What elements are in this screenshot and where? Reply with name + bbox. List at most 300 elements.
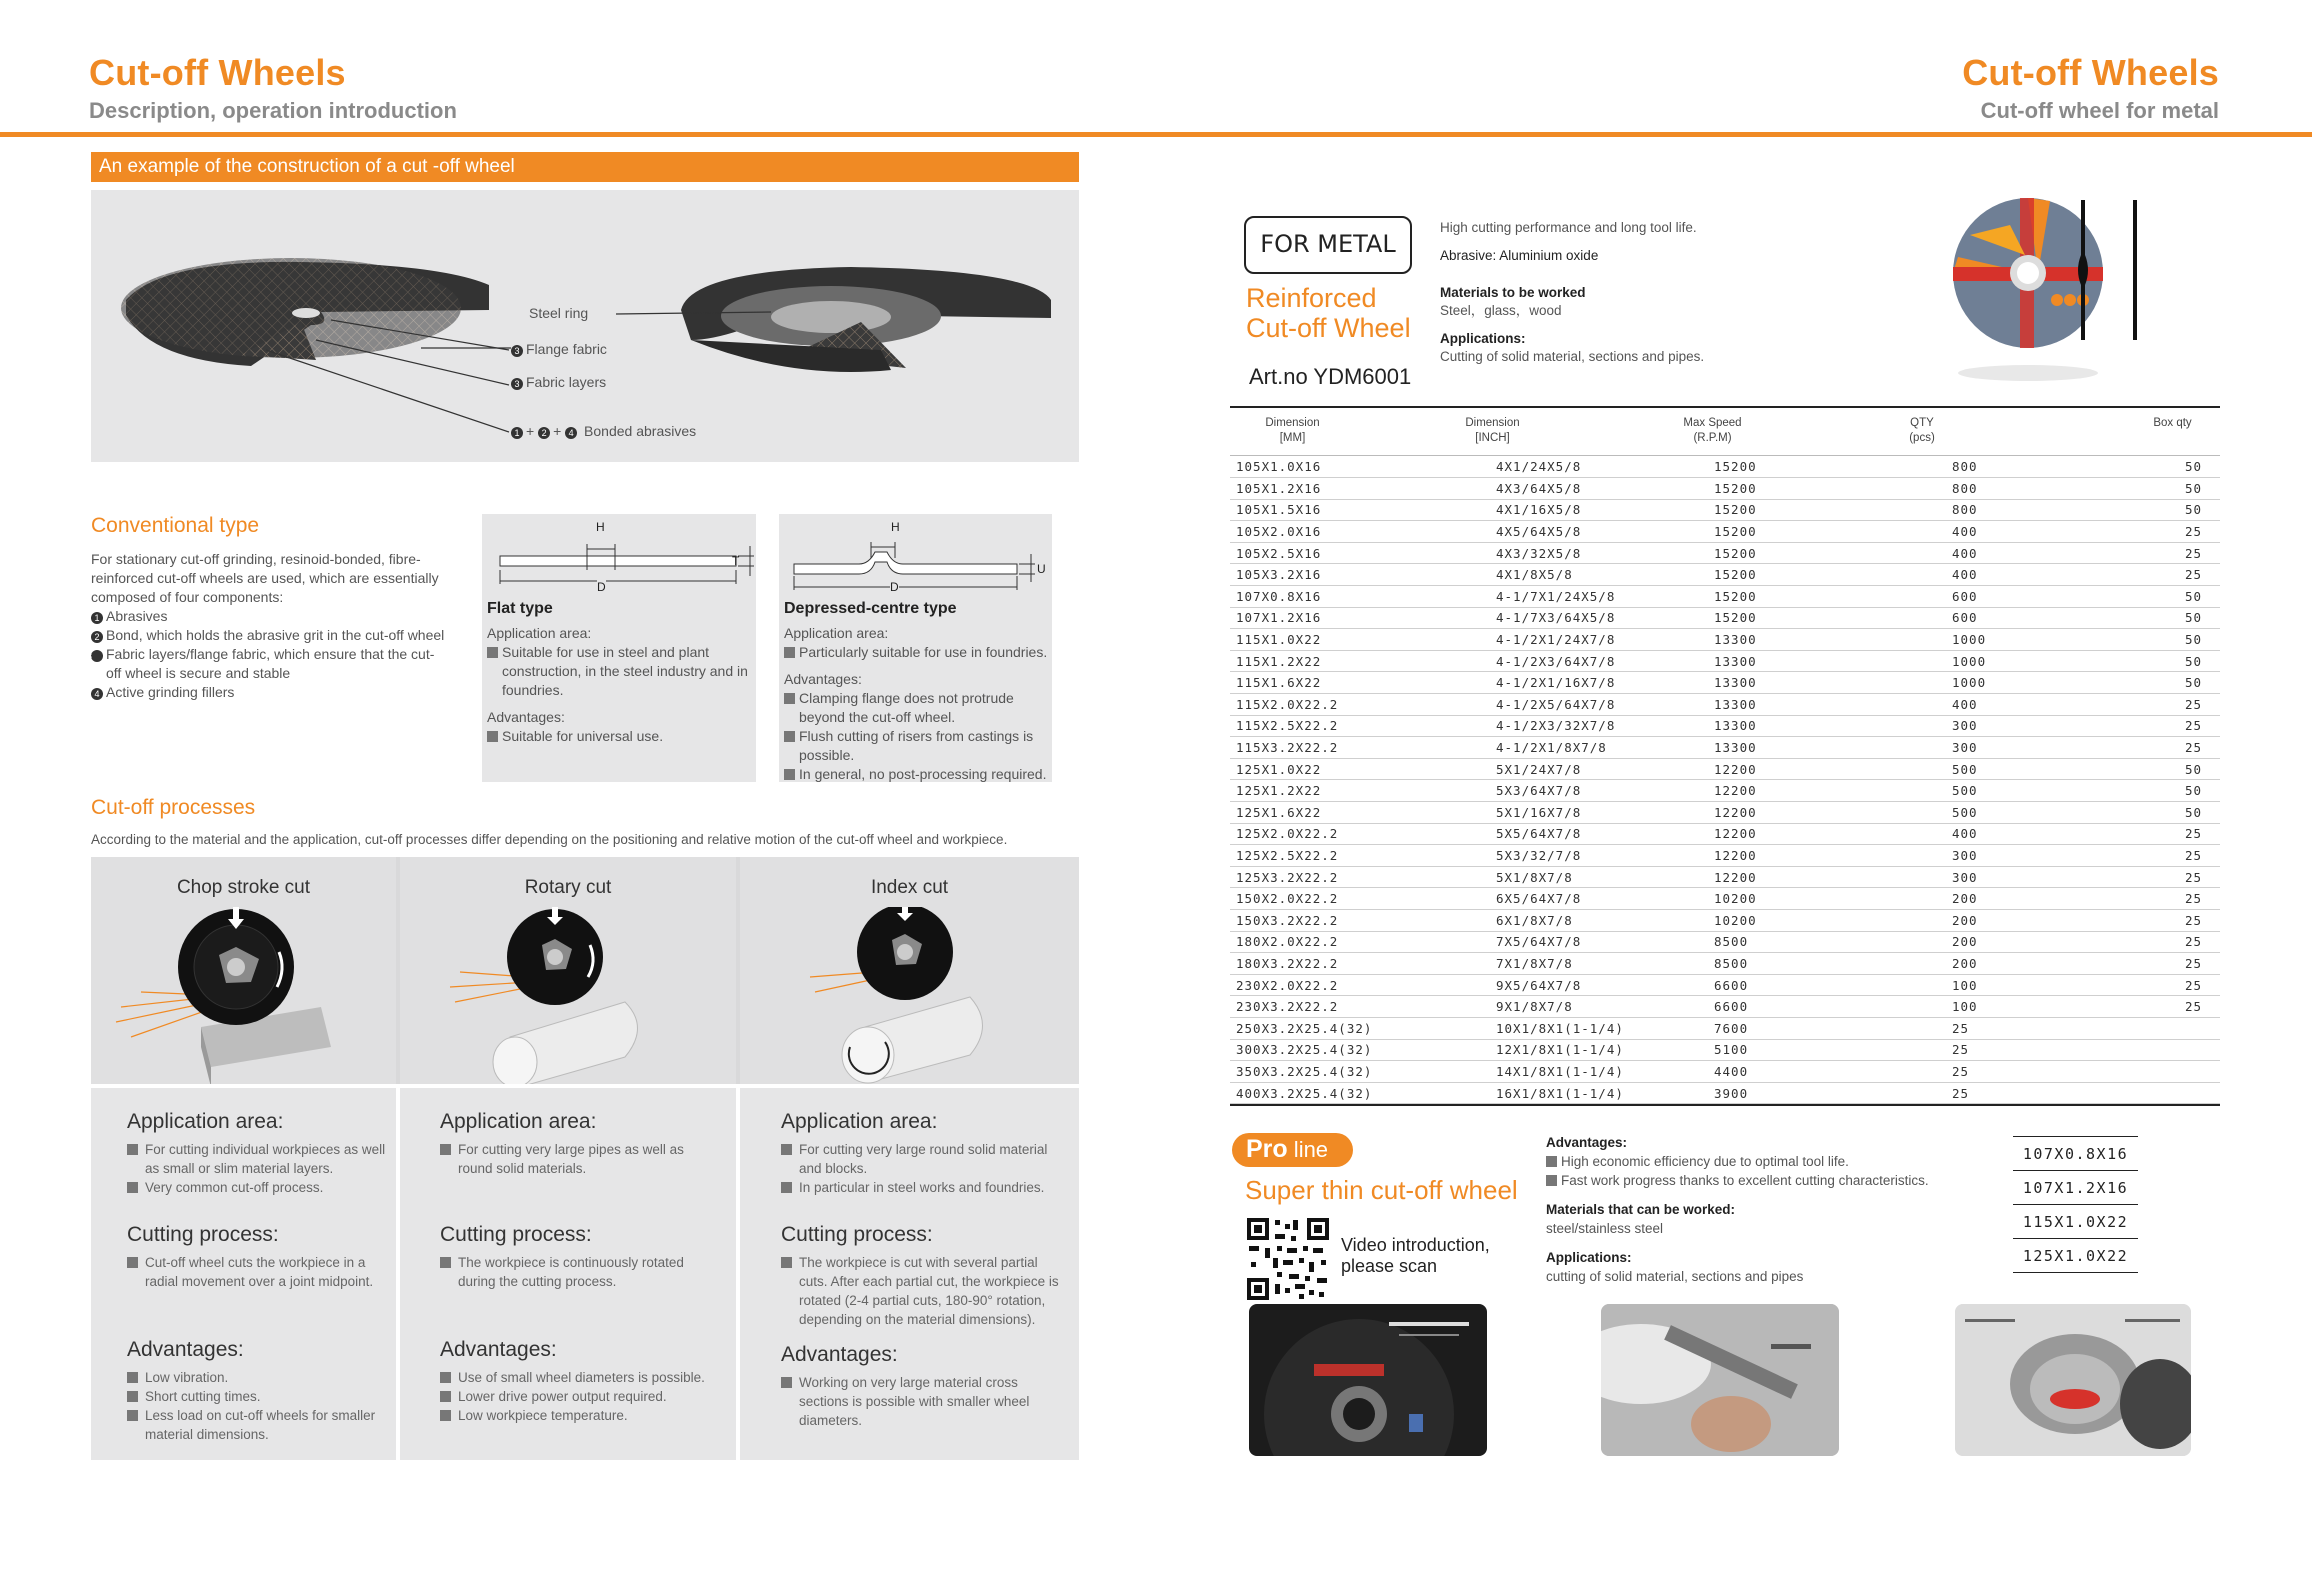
index-cut-item: [781, 1253, 1061, 1329]
index-app-item: [781, 1178, 1061, 1197]
col-header-box: [2135, 416, 2210, 431]
table-cell: 8500: [1706, 953, 1938, 975]
chop-adv-item: [127, 1387, 389, 1406]
rotary-app-item: [440, 1140, 710, 1178]
table-cell: 5X1/8X7/8: [1478, 866, 1706, 888]
table-row: [1230, 607, 2220, 629]
table-cell: 4X5/64X5/8: [1478, 521, 1706, 543]
rotary-adv-item-text: Use of small wheel diameters is possible.: [458, 1370, 705, 1385]
flat-app-item: [487, 643, 753, 700]
chop-details: [127, 1110, 389, 1444]
depressed-app-label: Application area:: [784, 625, 889, 641]
table-cell: 12200: [1706, 845, 1938, 867]
table-cell: 50: [2138, 629, 2220, 651]
table-cell: 25: [2138, 521, 2220, 543]
table-row: [1230, 694, 2220, 716]
scan-text: Video introduction, please scan: [1341, 1235, 1490, 1276]
table-cell: 50: [2138, 780, 2220, 802]
table-cell: 105X2.5X16: [1230, 542, 1478, 564]
item-number: 1: [91, 612, 103, 624]
header-line2: (pcs): [1909, 432, 1935, 444]
table-cell: 50: [2138, 802, 2220, 824]
proline-applications-label: Applications:: [1546, 1250, 1632, 1265]
table-cell: 6X5/64X7/8: [1478, 888, 1706, 910]
chop-app-item: [127, 1178, 389, 1197]
table-row: [1230, 1061, 2220, 1083]
table-cell: 13300: [1706, 650, 1938, 672]
art-no: Art.no YDM6001: [1249, 364, 1412, 389]
table-cell: 10X1/8X1(1-1/4): [1478, 1017, 1706, 1039]
table-cell: 12X1/8X1(1-1/4): [1478, 1039, 1706, 1061]
index-adv-item-text: Working on very large material cross sections is possible with smaller wheel diameters.: [799, 1375, 1030, 1428]
table-cell: 13300: [1706, 629, 1938, 651]
label-bonded-abrasives-text: Bonded abrasives: [584, 423, 697, 439]
flat-app-label: Application area:: [487, 625, 592, 641]
table-cell: 4-1/2X1/16X7/8: [1478, 672, 1706, 694]
depressed-adv-item-text: Clamping flange does not protrude beyond the cut-off wheel.: [799, 690, 1014, 725]
table-cell: 4-1/2X1/24X7/8: [1478, 629, 1706, 651]
rotary-adv-item: [440, 1387, 710, 1406]
table-cell: 115X1.6X22: [1230, 672, 1478, 694]
table-cell: 50: [2138, 456, 2220, 478]
chop-cut-item: [127, 1253, 389, 1291]
header-line1: Dimension: [1465, 417, 1520, 429]
packaging-photo: [1955, 1304, 2191, 1456]
table-cell: 6600: [1706, 974, 1938, 996]
table-cell: 25: [2138, 564, 2220, 586]
table-cell: 125X2.0X22.2: [1230, 823, 1478, 845]
table-cell: 300X3.2X25.4(32): [1230, 1039, 1478, 1061]
table-cell: 500: [1938, 802, 2138, 824]
table-cell: 12200: [1706, 780, 1938, 802]
table-cell: 107X1.2X16: [1230, 607, 1478, 629]
item-text: Bond, which holds the abrasive grit in the cut-off wheel: [106, 627, 445, 643]
table-cell: 230X2.0X22.2: [1230, 974, 1478, 996]
marker-plus-1: +: [526, 423, 535, 439]
table-cell: 15200: [1706, 478, 1938, 500]
product-name-line2: Cut-off Wheel: [1246, 313, 1411, 343]
table-cell: 50: [2138, 607, 2220, 629]
label-fabric-layers: [511, 373, 606, 392]
product-wheel-image: [1950, 195, 2180, 385]
depressed-app-item: [784, 643, 1050, 662]
table-cell: 8500: [1706, 931, 1938, 953]
table-cell: 7X5/64X7/8: [1478, 931, 1706, 953]
left-page-subtitle: Description, operation introduction: [89, 98, 457, 123]
table-row: [1230, 996, 2220, 1018]
table-cell: 1000: [1938, 629, 2138, 651]
materials-label: Materials to be worked: [1440, 285, 1586, 300]
rotary-app-label: Application area:: [440, 1110, 597, 1133]
index-adv-item: [781, 1373, 1061, 1430]
col-header-speed: [1650, 416, 1775, 446]
proline-applications-value: cutting of solid material, sections and pipes: [1546, 1269, 1804, 1284]
table-cell: 10200: [1706, 888, 1938, 910]
table-cell: 7X1/8X7/8: [1478, 953, 1706, 975]
size-item: 107X0.8X16: [2013, 1136, 2138, 1171]
table-cell: 50: [2138, 758, 2220, 780]
item-number: 3: [91, 650, 103, 662]
flat-adv-item-text: Suitable for universal use.: [502, 728, 664, 744]
table-cell: 13300: [1706, 737, 1938, 759]
chop-panel: [91, 857, 396, 1084]
flat-type-text: [487, 600, 753, 746]
flat-type-panel: [482, 514, 756, 782]
rotary-cut-label: Cutting process:: [440, 1223, 592, 1246]
table-cell: 230X3.2X22.2: [1230, 996, 1478, 1018]
product-name: [1246, 283, 1411, 343]
flat-type-title: Flat type: [487, 600, 553, 617]
index-app-item-text: For cutting very large round solid material and blocks.: [799, 1142, 1048, 1176]
table-cell: 15200: [1706, 542, 1938, 564]
table-cell: 25: [1938, 1082, 2138, 1104]
table-cell: 150X2.0X22.2: [1230, 888, 1478, 910]
table-row: [1230, 521, 2220, 543]
table-cell: 105X1.0X16: [1230, 456, 1478, 478]
rotary-cut-item-text: The workpiece is continuously rotated during the cutting process.: [458, 1255, 684, 1289]
marker-2: 2: [538, 427, 550, 439]
table-cell: 115X3.2X22.2: [1230, 737, 1478, 759]
table-cell: 105X1.5X16: [1230, 499, 1478, 521]
table-cell: 25: [1938, 1061, 2138, 1083]
table-cell: 180X3.2X22.2: [1230, 953, 1478, 975]
table-cell: 300: [1938, 866, 2138, 888]
table-cell: 12200: [1706, 802, 1938, 824]
table-cell: 300: [1938, 845, 2138, 867]
table-row: [1230, 909, 2220, 931]
header-line2: [MM]: [1279, 432, 1306, 444]
rotary-panel: [400, 857, 736, 1084]
video-thumbnail-wheel[interactable]: [1249, 1304, 1487, 1456]
table-cell: 4X3/32X5/8: [1478, 542, 1706, 564]
table-cell: 25: [2138, 888, 2220, 910]
conventional-intro: For stationary cut-off grinding, resinoid-bonded, fibre-reinforced cut-off wheels are used, which are essentially composed of four components:: [91, 551, 439, 605]
table-row: [1230, 499, 2220, 521]
table-cell: 400: [1938, 823, 2138, 845]
index-app-item-text: In particular in steel works and foundries.: [799, 1180, 1045, 1195]
table-bottom-rule: [1230, 1104, 2220, 1106]
table-cell: 105X1.2X16: [1230, 478, 1478, 500]
table-cell: [2138, 1061, 2220, 1083]
chop-app-label: Application area:: [127, 1110, 284, 1133]
rotary-details: [440, 1110, 710, 1425]
table-cell: 25: [2138, 974, 2220, 996]
table-cell: 4X1/16X5/8: [1478, 499, 1706, 521]
table-cell: 12200: [1706, 823, 1938, 845]
size-item: 115X1.0X22: [2013, 1205, 2138, 1239]
header-line1: Max Speed: [1683, 417, 1742, 429]
marker-3a: 3: [511, 345, 523, 357]
table-cell: 200: [1938, 909, 2138, 931]
table-cell: 400: [1938, 564, 2138, 586]
table-cell: 15200: [1706, 499, 1938, 521]
table-cell: 25: [2138, 845, 2220, 867]
table-cell: 12200: [1706, 758, 1938, 780]
product-abrasive: Abrasive: Aluminium oxide: [1440, 248, 1599, 263]
table-cell: 25: [2138, 931, 2220, 953]
rotary-adv-item: [440, 1368, 710, 1387]
table-cell: 105X2.0X16: [1230, 521, 1478, 543]
depressed-adv-item-text: Flush cutting of risers from castings is possible.: [799, 728, 1034, 763]
table-cell: 200: [1938, 888, 2138, 910]
table-cell: 4X1/24X5/8: [1478, 456, 1706, 478]
conventional-item: [86, 645, 446, 683]
rotary-adv-label: Advantages:: [440, 1338, 557, 1361]
applications-label: Applications:: [1440, 331, 1526, 346]
table-cell: 25: [2138, 996, 2220, 1018]
table-cell: 125X1.0X22: [1230, 758, 1478, 780]
table-cell: 25: [2138, 542, 2220, 564]
depressed-type-title: Depressed-centre type: [784, 600, 957, 617]
table-row: [1230, 586, 2220, 608]
table-cell: 50: [2138, 586, 2220, 608]
table-cell: 250X3.2X25.4(32): [1230, 1017, 1478, 1039]
for-metal-badge: FOR METAL: [1244, 216, 1412, 274]
rotary-title: Rotary cut: [524, 877, 612, 898]
marker-4: 4: [565, 427, 577, 439]
table-cell: 400: [1938, 542, 2138, 564]
table-cell: 4X3/64X5/8: [1478, 478, 1706, 500]
col-header-inch: [1430, 416, 1555, 446]
table-cell: 12200: [1706, 866, 1938, 888]
table-cell: 50: [2138, 672, 2220, 694]
table-row: [1230, 672, 2220, 694]
table-row: [1230, 650, 2220, 672]
table-cell: 300: [1938, 737, 2138, 759]
spec-table: [1230, 456, 2220, 1104]
table-cell: 5X1/24X7/8: [1478, 758, 1706, 780]
table-cell: 15200: [1706, 607, 1938, 629]
dim-h: H: [596, 520, 605, 534]
flat-adv-item: [487, 727, 753, 746]
table-cell: 350X3.2X25.4(32): [1230, 1061, 1478, 1083]
depressed-adv-item: [784, 765, 1050, 784]
product-info: [1440, 219, 1800, 366]
table-cell: 500: [1938, 780, 2138, 802]
spec-table-header: [1230, 408, 2220, 456]
table-cell: 200: [1938, 931, 2138, 953]
table-cell: 25: [2138, 823, 2220, 845]
table-cell: 14X1/8X1(1-1/4): [1478, 1061, 1706, 1083]
depressed-adv-item: [784, 727, 1050, 765]
conventional-item: [91, 607, 446, 626]
item-text: Active grinding fillers: [106, 684, 235, 700]
table-row: [1230, 780, 2220, 802]
table-cell: 600: [1938, 607, 2138, 629]
table-cell: 25: [2138, 694, 2220, 716]
item-number: 2: [91, 631, 103, 643]
marker-plus-2: +: [553, 423, 562, 439]
table-cell: 125X2.5X22.2: [1230, 845, 1478, 867]
table-row: [1230, 974, 2220, 996]
depressed-adv-item-text: In general, no post-processing required.: [799, 766, 1047, 782]
table-cell: 50: [2138, 650, 2220, 672]
proline-title: Super thin cut-off wheel: [1245, 1175, 1518, 1205]
item-text: Fabric layers/flange fabric, which ensure that the cut-off wheel is secure and stable: [106, 646, 435, 681]
proline-badge-bold: Pro: [1246, 1135, 1288, 1163]
table-cell: [2138, 1039, 2220, 1061]
table-cell: 50: [2138, 478, 2220, 500]
index-cut-item-text: The workpiece is cut with several partial cuts. After each partial cut, the workpiece is rotated (2-4 partial cuts, 180-90° rotation, depending on the material dimensions).: [799, 1255, 1059, 1327]
table-row: [1230, 737, 2220, 759]
header-line1: QTY: [1910, 417, 1934, 429]
chop-adv-item-text: Low vibration.: [145, 1370, 229, 1385]
table-cell: 25: [2138, 715, 2220, 737]
chop-app-item: [127, 1140, 389, 1178]
table-cell: 15200: [1706, 521, 1938, 543]
table-cell: 400: [1938, 694, 2138, 716]
table-row: [1230, 802, 2220, 824]
table-row: [1230, 478, 2220, 500]
dim-d: D: [597, 580, 606, 594]
proline-badge-light: line: [1287, 1137, 1329, 1162]
applications-value: Cutting of solid material, sections and pipes.: [1440, 349, 1705, 364]
table-cell: 115X2.5X22.2: [1230, 715, 1478, 737]
table-cell: 600: [1938, 586, 2138, 608]
table-row: [1230, 931, 2220, 953]
table-cell: 4-1/2X1/8X7/8: [1478, 737, 1706, 759]
product-desc: High cutting performance and long tool life.: [1440, 220, 1697, 235]
table-cell: 13300: [1706, 715, 1938, 737]
chop-adv-item-text: Less load on cut-off wheels for smaller material dimensions.: [145, 1408, 376, 1442]
table-cell: 25: [2138, 866, 2220, 888]
table-row: [1230, 629, 2220, 651]
processes-title: Cut-off processes: [91, 796, 256, 819]
label-bonded-abrasives: [511, 422, 696, 441]
table-cell: 125X1.6X22: [1230, 802, 1478, 824]
table-cell: 5X5/64X7/8: [1478, 823, 1706, 845]
table-row: [1230, 758, 2220, 780]
proline-badge: [1232, 1133, 1353, 1167]
table-row: [1230, 1082, 2220, 1104]
table-cell: 300: [1938, 715, 2138, 737]
table-row: [1230, 823, 2220, 845]
rotary-adv-item-text: Lower drive power output required.: [458, 1389, 667, 1404]
header-rule: [0, 132, 2312, 137]
table-cell: 180X2.0X22.2: [1230, 931, 1478, 953]
proline-adv-item-text: High economic efficiency due to optimal tool life.: [1561, 1154, 1849, 1169]
table-cell: 15200: [1706, 456, 1938, 478]
rotary-adv-item: [440, 1406, 710, 1425]
table-cell: 10200: [1706, 909, 1938, 931]
chop-stroke-illustration: [91, 907, 396, 1084]
table-cell: 4-1/2X3/64X7/8: [1478, 650, 1706, 672]
table-cell: 25: [1938, 1039, 2138, 1061]
index-panel: [740, 857, 1079, 1084]
table-cell: 150X3.2X22.2: [1230, 909, 1478, 931]
flat-wheel-drawing: [482, 514, 756, 594]
proline-info: [1546, 1133, 1996, 1286]
depressed-adv-label: Advantages:: [784, 671, 862, 687]
depressed-type-panel: [779, 514, 1052, 782]
table-cell: 15200: [1706, 586, 1938, 608]
dim-t: T: [732, 554, 740, 568]
proline-adv-item-text: Fast work progress thanks to excellent cutting characteristics.: [1561, 1173, 1929, 1188]
table-cell: 25: [2138, 909, 2220, 931]
index-app-label: Application area:: [781, 1110, 938, 1133]
table-cell: 13300: [1706, 672, 1938, 694]
label-flange-fabric: [511, 340, 607, 359]
label-flange-fabric-text: Flange fabric: [526, 341, 607, 357]
rotary-app-item-text: For cutting very large pipes as well as round solid materials.: [458, 1142, 684, 1176]
table-cell: 4400: [1706, 1061, 1938, 1083]
thin-wheel-photo: [1249, 1304, 1487, 1456]
table-cell: 4-1/7X1/24X5/8: [1478, 586, 1706, 608]
chop-adv-item: [127, 1406, 389, 1444]
header-line2: [INCH]: [1475, 432, 1510, 444]
conventional-item: [91, 626, 446, 645]
rotary-cut-item: [440, 1253, 710, 1291]
qr-code-icon[interactable]: [1247, 1218, 1329, 1300]
table-cell: 13300: [1706, 694, 1938, 716]
table-cell: 100: [1938, 974, 2138, 996]
table-cell: 15200: [1706, 564, 1938, 586]
table-cell: 500: [1938, 758, 2138, 780]
conventional-text: [86, 550, 446, 702]
index-details: [781, 1110, 1061, 1430]
index-cut-illustration: [740, 907, 1079, 1084]
table-cell: 1000: [1938, 650, 2138, 672]
video-thumbnail-packaging[interactable]: [1955, 1304, 2191, 1456]
header-line1: Box qty: [2153, 417, 2192, 429]
depressed-wheel-drawing: [779, 514, 1052, 594]
table-row: [1230, 953, 2220, 975]
item-number: 4: [91, 688, 103, 700]
depressed-type-text: [784, 600, 1050, 784]
table-cell: 5X3/32/7/8: [1478, 845, 1706, 867]
right-page-title: Cut-off Wheels: [1962, 52, 2219, 93]
table-cell: 400X3.2X25.4(32): [1230, 1082, 1478, 1104]
table-cell: 5X3/64X7/8: [1478, 780, 1706, 802]
flat-app-item-text: Suitable for use in steel and plant construction, in the steel industry and in foundries.: [502, 644, 748, 698]
video-thumbnail-cutting[interactable]: [1601, 1304, 1839, 1456]
table-cell: 6600: [1706, 996, 1938, 1018]
label-steel-ring: Steel ring: [529, 305, 589, 321]
proline-size-list: [2013, 1136, 2138, 1273]
proline-materials-label: Materials that can be worked:: [1546, 1202, 1736, 1217]
index-cut-label: Cutting process:: [781, 1223, 933, 1246]
table-cell: 4-1/2X5/64X7/8: [1478, 694, 1706, 716]
table-cell: 25: [1938, 1017, 2138, 1039]
right-page-subtitle: Cut-off wheel for metal: [1980, 98, 2219, 123]
table-cell: 800: [1938, 456, 2138, 478]
chop-adv-item-text: Short cutting times.: [145, 1389, 261, 1404]
chop-adv-item: [127, 1368, 389, 1387]
marker-1: 1: [511, 427, 523, 439]
table-cell: [2138, 1082, 2220, 1104]
table-cell: 125X3.2X22.2: [1230, 866, 1478, 888]
index-title: Index cut: [870, 877, 949, 898]
table-cell: 800: [1938, 478, 2138, 500]
materials-value: Steel，glass，wood: [1440, 303, 1562, 318]
flat-adv-label: Advantages:: [487, 709, 565, 725]
rotary-adv-item-text: Low workpiece temperature.: [458, 1408, 628, 1423]
table-cell: 4-1/7X3/64X5/8: [1478, 607, 1706, 629]
table-row: [1230, 888, 2220, 910]
table-row: [1230, 715, 2220, 737]
size-item: 107X1.2X16: [2013, 1171, 2138, 1205]
spec-table-body: [1230, 456, 2220, 1104]
processes-intro: According to the material and the application, cut-off processes differ depending on the positioning and relative motion of the cut-off wheel and workpiece.: [91, 832, 1008, 847]
table-cell: 105X3.2X16: [1230, 564, 1478, 586]
table-cell: 115X2.0X22.2: [1230, 694, 1478, 716]
dim-h: H: [891, 520, 900, 534]
table-cell: 115X1.0X22: [1230, 629, 1478, 651]
table-cell: 9X1/8X7/8: [1478, 996, 1706, 1018]
construction-bar: An example of the construction of a cut -off wheel: [91, 152, 1079, 182]
table-cell: [2138, 1017, 2220, 1039]
table-cell: 4X1/8X5/8: [1478, 564, 1706, 586]
